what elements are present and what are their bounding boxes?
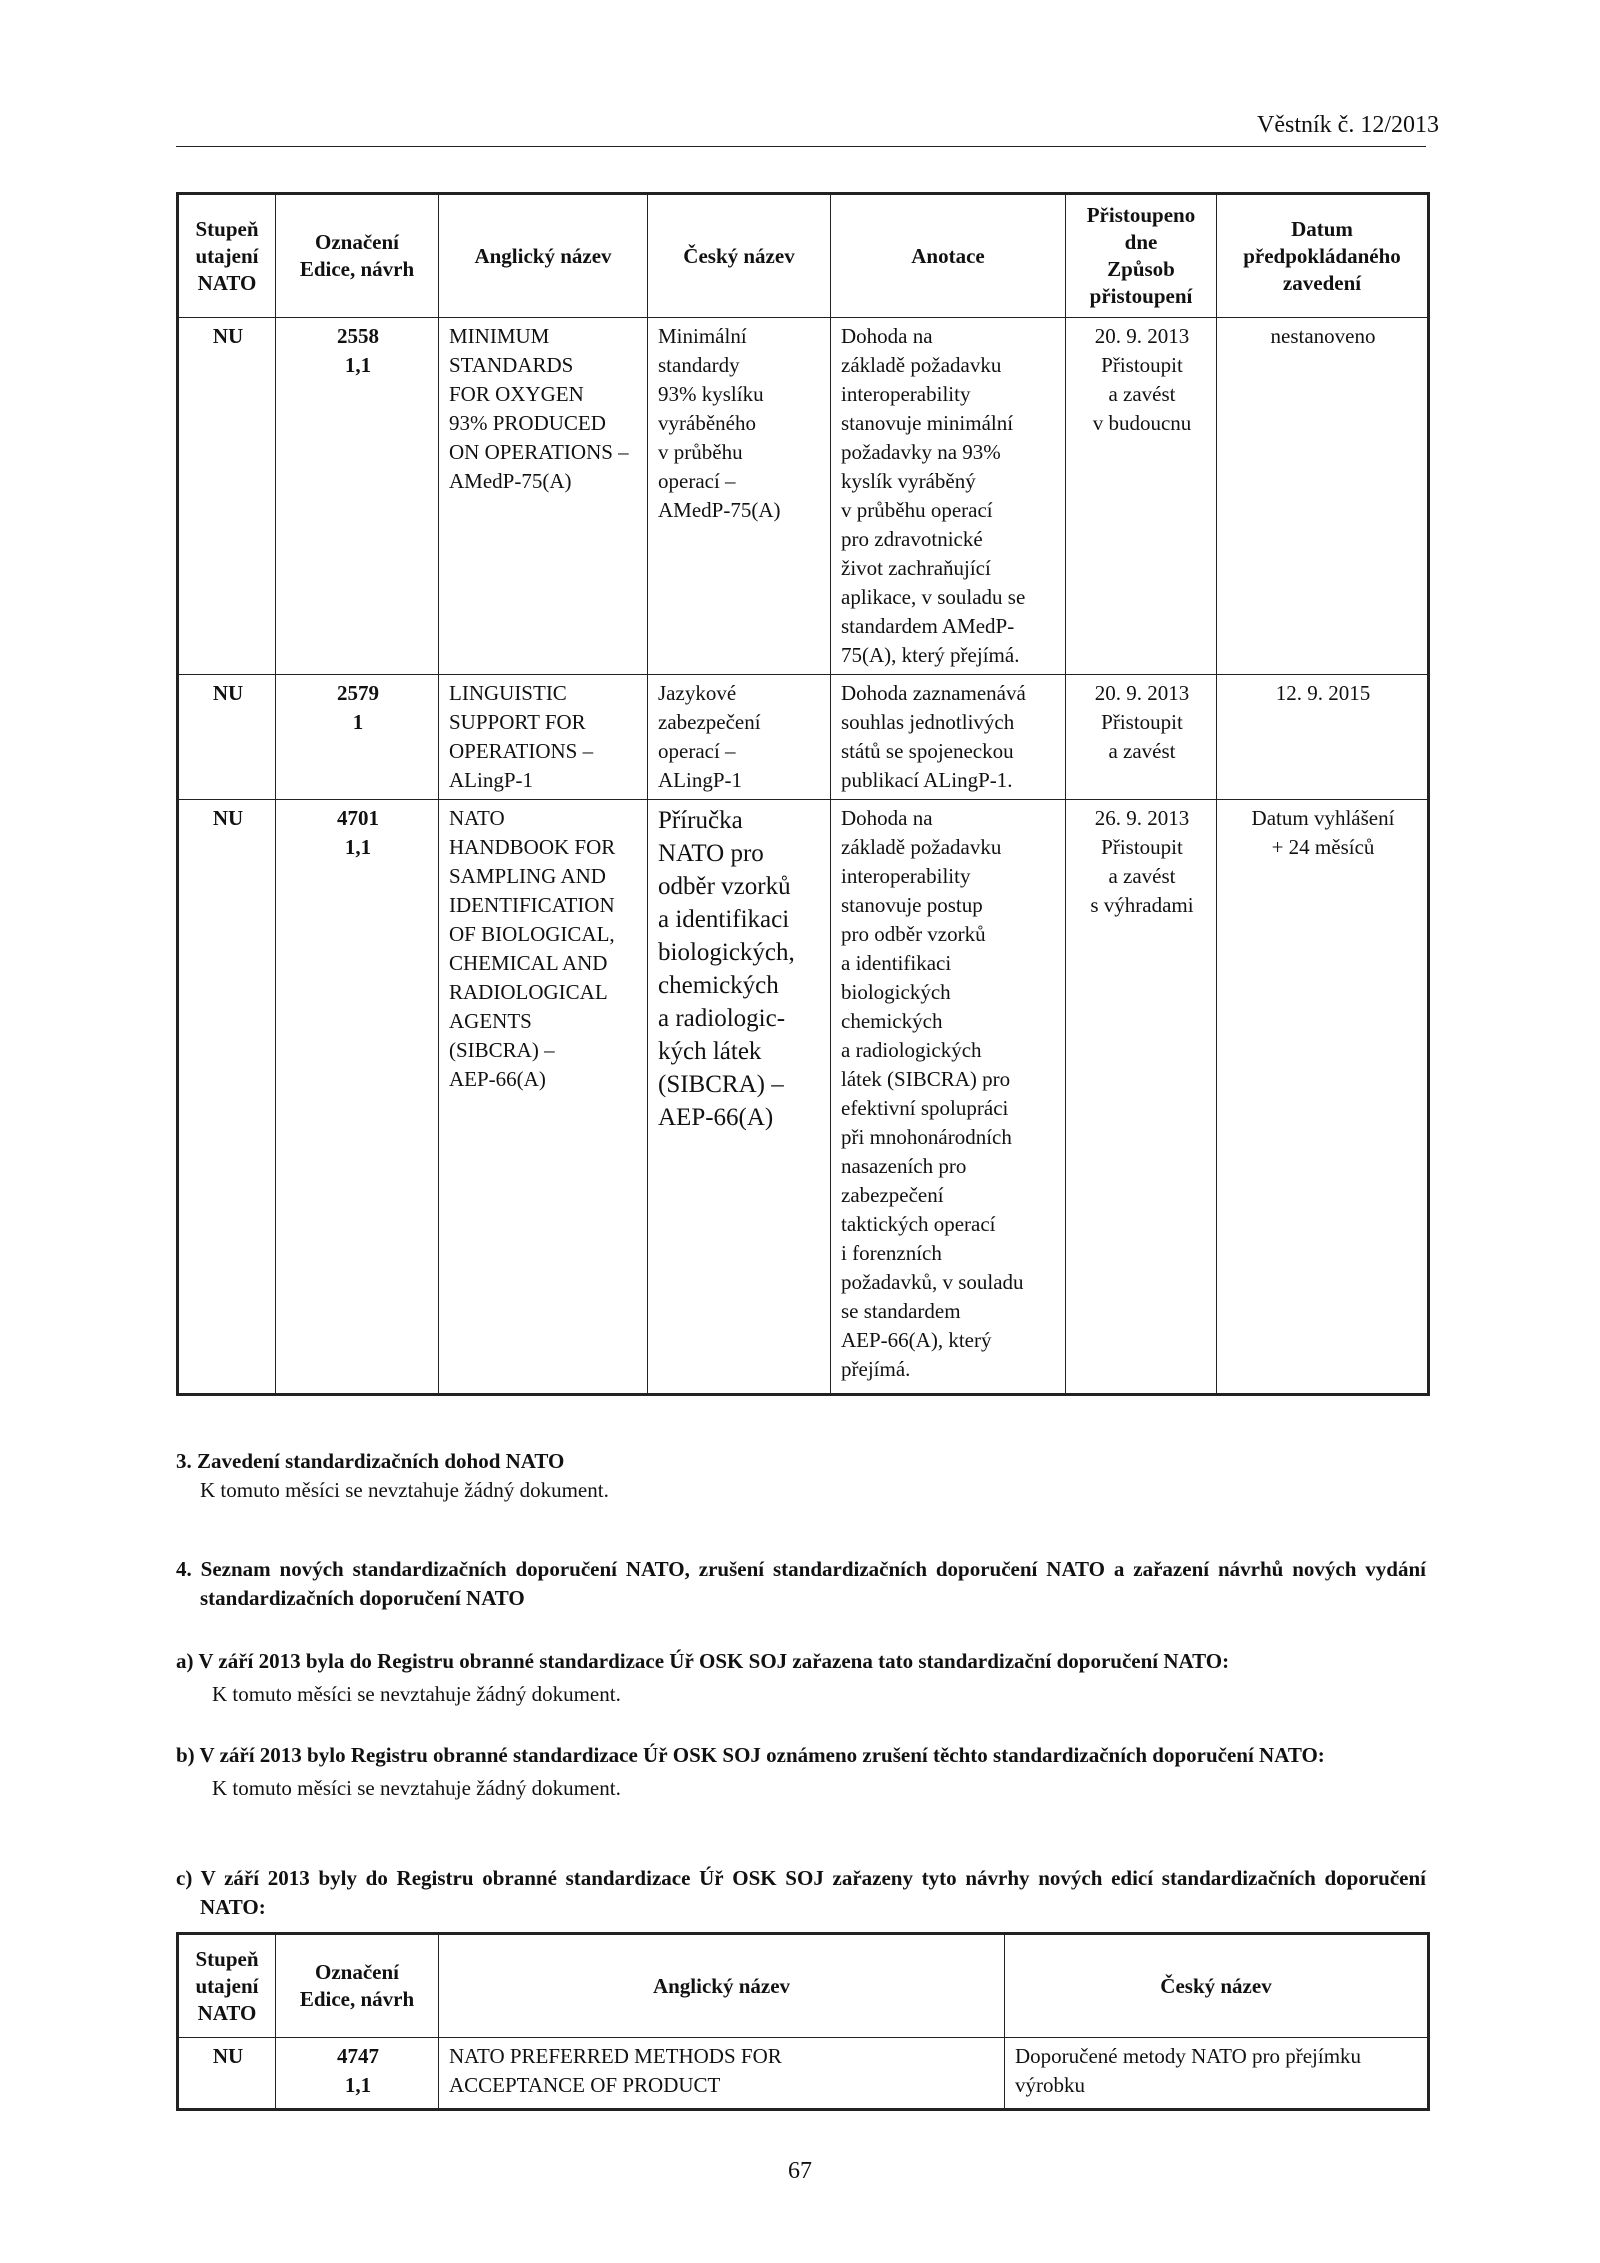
col-header-designation: Označení Edice, návrh (276, 1934, 439, 2038)
czech-title-cell: Doporučené metody NATO pro přejímku výrobku (1005, 2038, 1429, 2110)
section-3-text: K tomuto měsíci se nevztahuje žádný dokument. (200, 1478, 609, 1502)
section-4a-text: K tomuto měsíci se nevztahuje žádný dokument. (212, 1682, 621, 1706)
english-title-cell: NATO HANDBOOK FOR SAMPLING AND IDENTIFICATION OF BIOLOGICAL, CHEMICAL AND RADIOLOGICAL AGENTS (SIBCRA) – AEP-66(A) (439, 800, 648, 1395)
draft-editions-table (176, 1932, 1430, 2111)
implementation-date-cell: Datum vyhlášení + 24 měsíců (1217, 800, 1429, 1395)
col-header-designation: Označení Edice, návrh (276, 194, 439, 318)
table-row (178, 318, 1429, 675)
col-header-accession: Přistoupeno dne Způsob přistoupení (1066, 194, 1217, 318)
designation-cell: 4701 1,1 (276, 800, 439, 1395)
table-row (178, 800, 1429, 1395)
col-header-english-title: Anglický název (439, 1934, 1005, 2038)
english-title-cell: MINIMUM STANDARDS FOR OXYGEN 93% PRODUCED ON OPERATIONS – AMedP-75(A) (439, 318, 648, 675)
standards-table (176, 192, 1430, 1396)
section-4-heading: 4. Seznam nových standardizačních doporučení NATO, zrušení standardizačních doporučení NATO a zařazení návrhů nových vydání standardizačních doporučení NATO (176, 1557, 1426, 1610)
table-header-row (178, 194, 1429, 318)
publication-title: Věstník č. 12/2013 (1257, 112, 1439, 138)
section-4b-heading: b) V září 2013 bylo Registru obranné standardizace Úř OSK SOJ oznámeno zrušení těchto standardizačních doporučení NATO: (176, 1743, 1325, 1767)
col-header-implementation-date: Datum předpokládaného zavedení (1217, 194, 1429, 318)
section-4b-text: K tomuto měsíci se nevztahuje žádný dokument. (212, 1776, 621, 1800)
section-4a-heading: a) V září 2013 byla do Registru obranné standardizace Úř OSK SOJ zařazena tato standardizační doporučení NATO: (176, 1649, 1230, 1673)
accession-cell: 20. 9. 2013 Přistoupit a zavést v budoucnu (1066, 318, 1217, 675)
section-3 (176, 1447, 1426, 1505)
table-header-row (178, 1934, 1429, 2038)
implementation-date-cell: 12. 9. 2015 (1217, 675, 1429, 800)
col-header-czech-title: Český název (648, 194, 831, 318)
col-header-annotation: Anotace (831, 194, 1066, 318)
section-4 (176, 1555, 1426, 1613)
section-4a (176, 1647, 1426, 1709)
col-header-english-title: Anglický název (439, 194, 648, 318)
annotation-cell: Dohoda zaznamenává souhlas jednotlivých států se spojeneckou publikací ALingP-1. (831, 675, 1066, 800)
english-title-cell: LINGUISTIC SUPPORT FOR OPERATIONS – ALingP-1 (439, 675, 648, 800)
czech-title-cell: Příručka NATO pro odběr vzorků a identifikaci biologických, chemických a radiologic- kých látek (SIBCRA) – AEP-66(A) (648, 800, 831, 1395)
designation-cell: 2579 1 (276, 675, 439, 800)
col-header-classification: Stupeň utajení NATO (178, 194, 276, 318)
annotation-cell: Dohoda na základě požadavku interoperability stanovuje postup pro odběr vzorků a identifikaci biologických chemických a radiologických látek (SIBCRA) pro efektivní spolupráci při mnohonárodních nasazeních pro zabezpečení taktických operací i forenzních požadavků, v souladu se standardem AEP-66(A), který přejímá. (831, 800, 1066, 1395)
annotation-cell: Dohoda na základě požadavku interoperability stanovuje minimální požadavky na 93% kyslík vyráběný v průběhu operací pro zdravotnické život zachraňující aplikace, v souladu se standardem AMedP- 75(A), který přejímá. (831, 318, 1066, 675)
header-rule (176, 146, 1426, 147)
section-4b (176, 1741, 1426, 1803)
czech-title-cell: Jazykové zabezpečení operací – ALingP-1 (648, 675, 831, 800)
section-4c (176, 1864, 1426, 1922)
section-4c-heading: c) V září 2013 byly do Registru obranné standardizace Úř OSK SOJ zařazeny tyto návrhy nových edicí standardizačních doporučení NATO: (176, 1866, 1426, 1919)
accession-cell: 20. 9. 2013 Přistoupit a zavést (1066, 675, 1217, 800)
classification-cell: NU (178, 2038, 276, 2110)
czech-title-cell: Minimální standardy 93% kyslíku vyráběného v průběhu operací – AMedP-75(A) (648, 318, 831, 675)
english-title-cell: NATO PREFERRED METHODS FOR ACCEPTANCE OF PRODUCT (439, 2038, 1005, 2110)
table-row (178, 2038, 1429, 2110)
accession-cell: 26. 9. 2013 Přistoupit a zavést s výhradami (1066, 800, 1217, 1395)
designation-cell: 4747 1,1 (276, 2038, 439, 2110)
classification-cell: NU (178, 318, 276, 675)
designation-cell: 2558 1,1 (276, 318, 439, 675)
section-3-heading: 3. Zavedení standardizačních dohod NATO (176, 1449, 565, 1473)
col-header-classification: Stupeň utajení NATO (178, 1934, 276, 2038)
classification-cell: NU (178, 675, 276, 800)
classification-cell: NU (178, 800, 276, 1395)
col-header-czech-title: Český název (1005, 1934, 1429, 2038)
table-row (178, 675, 1429, 800)
page-number: 67 (788, 2158, 812, 2184)
implementation-date-cell: nestanoveno (1217, 318, 1429, 675)
